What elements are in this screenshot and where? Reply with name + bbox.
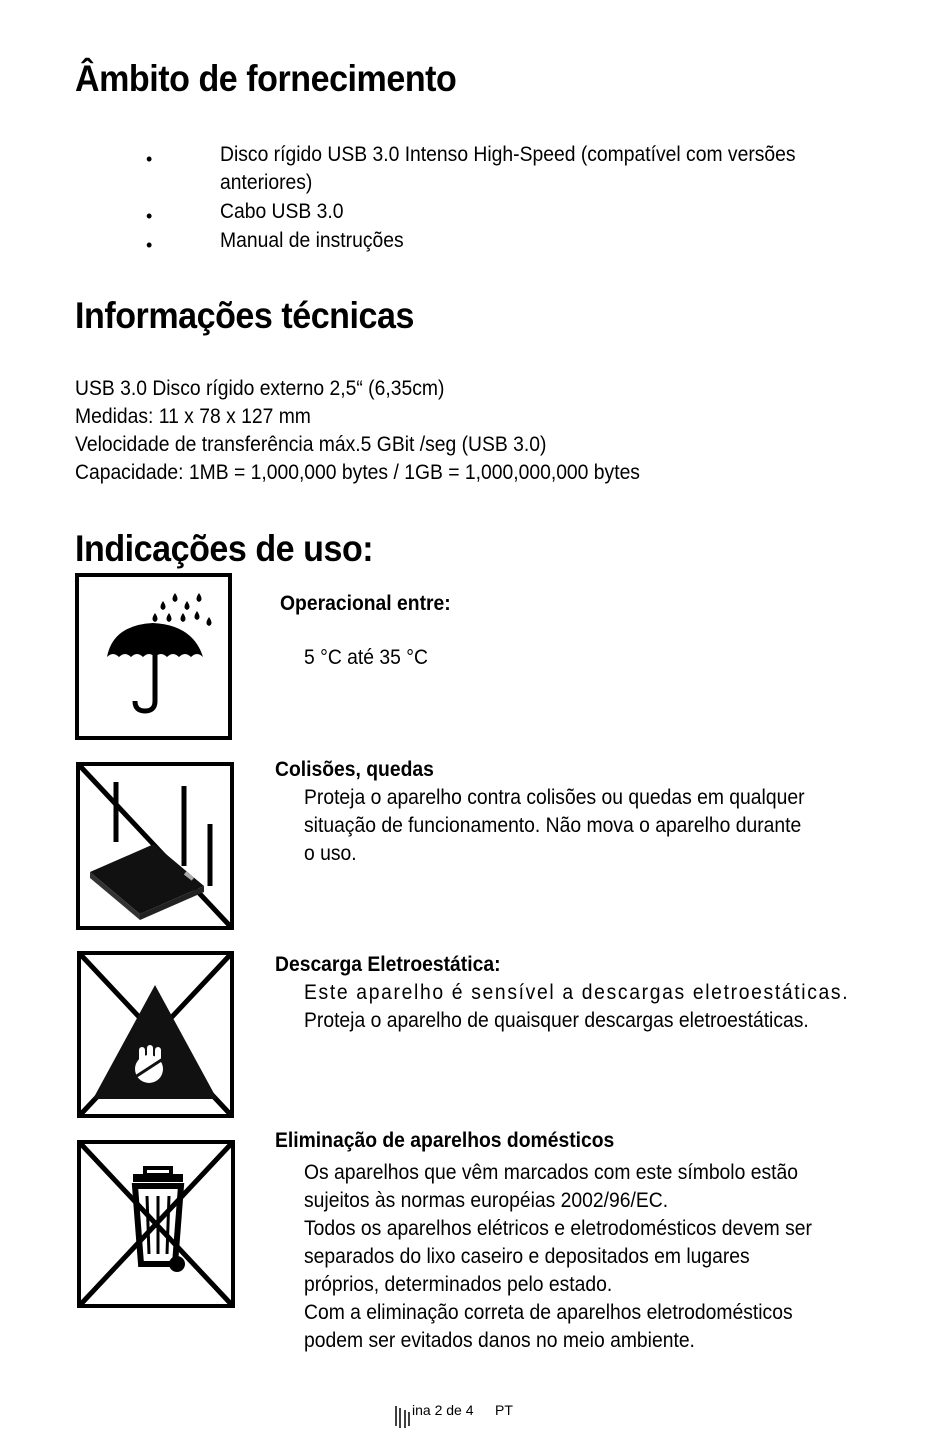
usage-heading: Indicações de uso: [75, 528, 374, 569]
bullet-dot: • [146, 149, 153, 169]
usage-section-3-heading: Descarga Eletroestática: [275, 953, 501, 976]
scope-item-1-line2: anteriores) [220, 171, 313, 194]
usage-section-4-line-5: próprios, determinados pelo estado. [304, 1273, 613, 1296]
usage-section-4-heading: Eliminação de aparelhos domésticos [275, 1129, 615, 1152]
esd-warning-icon [77, 951, 234, 1118]
umbrella-rain-icon [75, 573, 232, 740]
page-mark-icon [394, 1404, 412, 1428]
usage-section-3-line-1: Este aparelho é sensível a descargas eletroestáticas. [304, 981, 850, 1004]
scope-item-2: Cabo USB 3.0 [220, 200, 344, 223]
tech-line-4: Capacidade: 1MB = 1,000,000 bytes / 1GB = 1,000,000,000 bytes [75, 461, 640, 484]
tech-line-2: Medidas: 11 x 78 x 127 mm [75, 405, 311, 428]
tech-line-3: Velocidade de transferência máx.5 GBit /seg (USB 3.0) [75, 433, 547, 456]
usage-section-1-line-1: 5 °C até 35 °C [304, 646, 428, 669]
usage-section-4-line-6: Com a eliminação correta de aparelhos eletrodomésticos [304, 1301, 793, 1324]
crossed-bin-icon [77, 1140, 235, 1308]
usage-section-2-line-3: o uso. [304, 842, 357, 865]
bullet-dot: • [146, 206, 153, 226]
usage-section-2-line-1: Proteja o aparelho contra colisões ou quedas em qualquer [304, 786, 805, 809]
scope-item-3: Manual de instruções [220, 229, 404, 252]
bullet-dot: • [146, 235, 153, 255]
scope-heading: Âmbito de fornecimento [75, 58, 457, 99]
usage-section-4-line-2: sujeitos às normas européias 2002/96/EC. [304, 1189, 669, 1212]
usage-section-4-line-7: podem ser evitados danos no meio ambiente. [304, 1329, 695, 1352]
usage-section-4-line-1: Os aparelhos que vêm marcados com este símbolo estão [304, 1161, 798, 1184]
usage-section-1-heading: Operacional entre: [280, 592, 451, 615]
language-code: PT [495, 1402, 513, 1418]
scope-item-1-line1: Disco rígido USB 3.0 Intenso High-Speed (compatível com versões [220, 143, 796, 166]
usage-section-3-line-2: Proteja o aparelho de quaisquer descargas eletroestáticas. [304, 1009, 809, 1032]
tech-heading: Informações técnicas [75, 295, 414, 336]
usage-section-2-heading: Colisões, quedas [275, 758, 434, 781]
tech-line-1: USB 3.0 Disco rígido externo 2,5“ (6,35cm) [75, 377, 445, 400]
page-number: ina 2 de 4 [412, 1402, 474, 1418]
no-drop-icon [76, 762, 234, 930]
usage-section-4-line-4: separados do lixo caseiro e depositados em lugares [304, 1245, 750, 1268]
usage-section-2-line-2: situação de funcionamento. Não mova o aparelho durante [304, 814, 802, 837]
usage-section-4-line-3: Todos os aparelhos elétricos e eletrodomésticos devem ser [304, 1217, 812, 1240]
